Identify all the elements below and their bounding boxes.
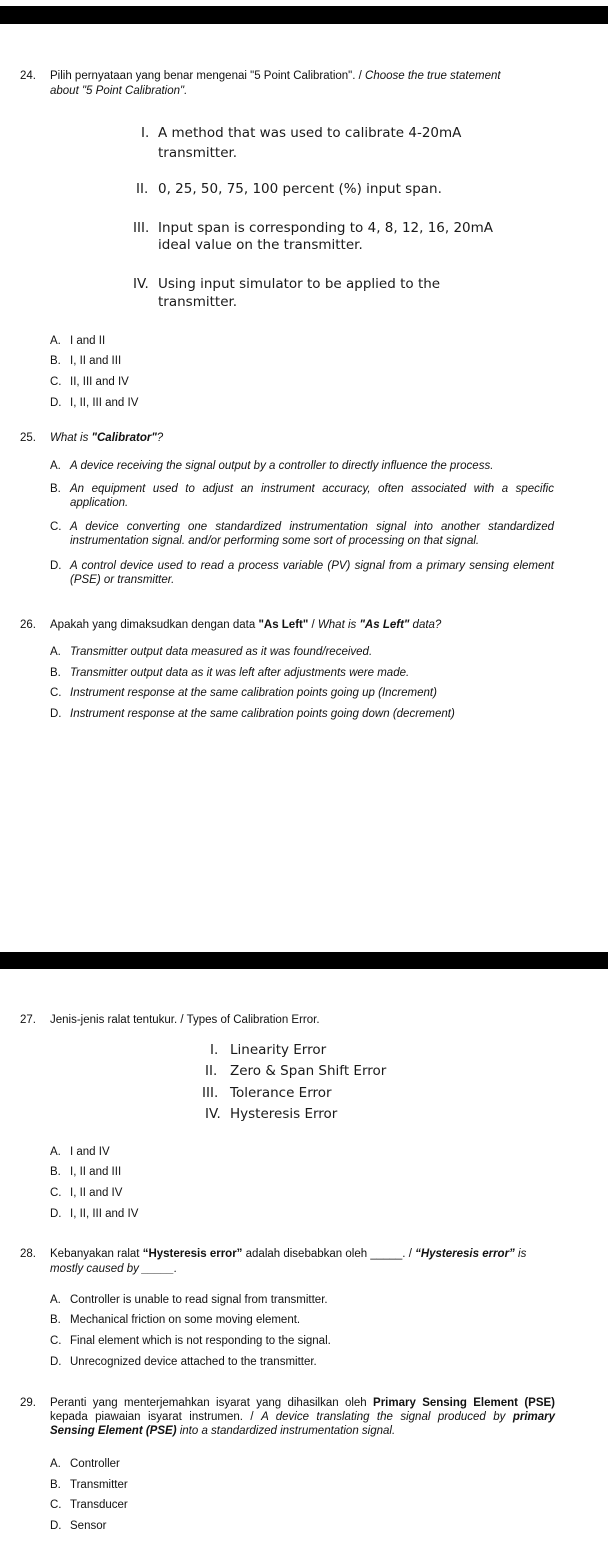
question-number: 27.: [20, 1014, 36, 1026]
statement-text: Input span is corresponding to 4, 8, 12, 16, 20mA: [158, 220, 494, 236]
answer-option-text: An equipment used to adjust an instrument accuracy, often associated with a specific application.: [70, 483, 554, 509]
statement-text: Linearity Error: [230, 1042, 327, 1058]
question-text: Peranti yang menterjemahkan isyarat yang dihasilkan oleh Primary Sensing Element (PSE) kepada piawaian isyarat instrumen. / A device translating the signal produced by primary Sensing Element (PSE) into a standardized instrumentation signal.: [50, 1397, 555, 1437]
statement-roman: IV.: [205, 1106, 221, 1122]
answer-option-text: A control device used to read a process variable (PV) signal from a primary sensing element (PSE) or transmitter.: [70, 560, 554, 586]
statement-text: A method that was used to calibrate 4-20mA: [158, 125, 462, 141]
statement-text: 0, 25, 50, 75, 100 percent (%) input span.: [158, 181, 442, 197]
statement-roman: II.: [136, 181, 149, 197]
statement-roman: I.: [210, 1042, 219, 1058]
question-text: Apakah yang dimaksudkan dengan data "As Left" / What is "As Left" data?: [50, 619, 442, 631]
page-top-bar: [0, 6, 608, 24]
question-number: 28.: [20, 1248, 36, 1260]
statement-roman: III.: [133, 220, 150, 236]
statement-roman: I.: [141, 125, 150, 141]
statement-roman: III.: [202, 1085, 219, 1101]
question-number: 26.: [20, 619, 36, 631]
question-text: Pilih pernyataan yang benar mengenai "5 Point Calibration". / Choose the true statement: [50, 70, 501, 82]
question-number: 29.: [20, 1397, 36, 1409]
question-text-line2: about "5 Point Calibration".: [50, 85, 188, 97]
question-text: Kebanyakan ralat “Hysteresis error” adalah disebabkan oleh _____. / “Hysteresis error” is: [50, 1248, 527, 1260]
question-number: 24.: [20, 70, 36, 82]
statement-text: Tolerance Error: [230, 1085, 332, 1101]
statement-text: Using input simulator to be applied to the: [158, 276, 441, 292]
statement-text: ideal value on the transmitter.: [158, 237, 363, 253]
statement-text: transmitter.: [158, 145, 238, 161]
page-break-bar: [0, 952, 608, 969]
question-text: What is "Calibrator"?: [50, 432, 164, 444]
statement-text: transmitter.: [158, 294, 238, 310]
question-text: Jenis-jenis ralat tentukur. / Types of Calibration Error.: [50, 1014, 320, 1026]
statement-roman: IV.: [133, 276, 149, 292]
statement-roman: II.: [205, 1063, 218, 1079]
question-text-line2: mostly caused by _____.: [50, 1263, 178, 1275]
answer-option-text: A device converting one standardized instrumentation signal into another standardized instrumentation signal. and/or performing some sort of processing on that signal.: [70, 521, 554, 547]
question-number: 25.: [20, 432, 36, 444]
statement-text: Zero & Span Shift Error: [230, 1063, 387, 1079]
statement-text: Hysteresis Error: [230, 1106, 338, 1122]
